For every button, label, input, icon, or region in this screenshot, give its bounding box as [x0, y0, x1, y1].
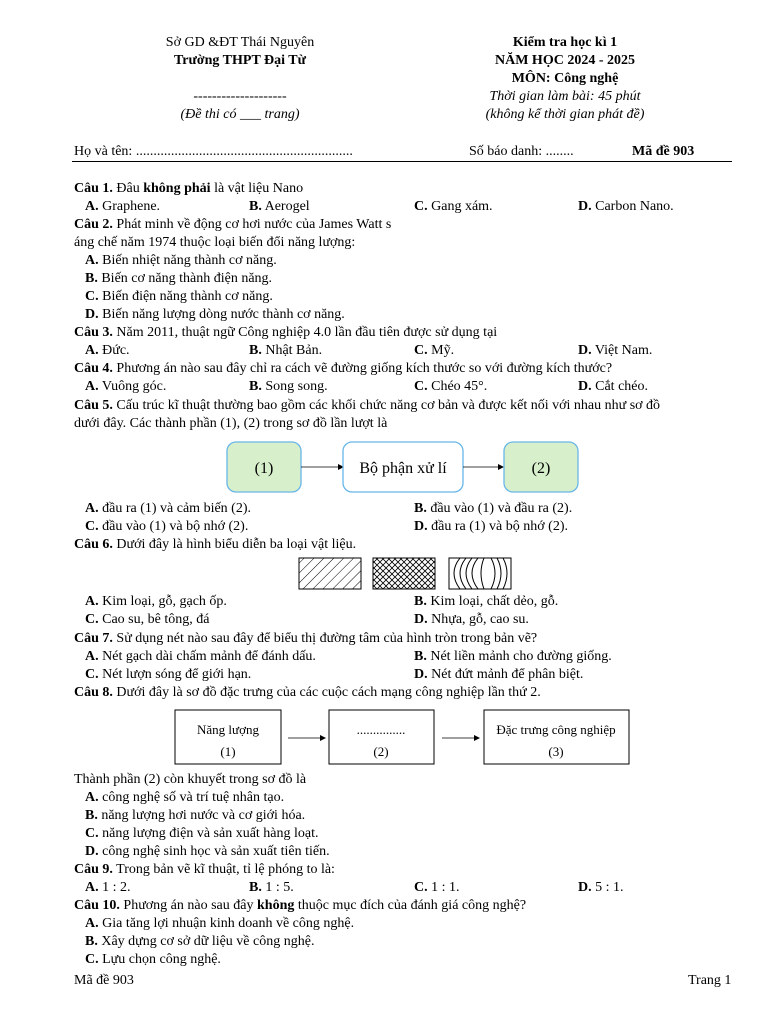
question-4: Câu 4. Phương án nào sau đây chỉ ra cách vẽ đường giống kích thước so với đường kích thước?: [74, 361, 613, 376]
q10-option-b: B. Xây dựng cơ sở dữ liệu về công nghệ.: [85, 934, 315, 949]
q7-option-d: D. Nét đứt mảnh để phân biệt.: [414, 667, 584, 682]
q5-block-diagram: [220, 438, 590, 498]
q2-option-b: B. Biến cơ năng thành điện năng.: [85, 271, 273, 286]
school-year: NĂM HỌC 2024 - 2025: [495, 53, 635, 68]
plastic-hatch-symbol: [373, 558, 435, 589]
q1-option-d: D. Carbon Nano.: [578, 199, 674, 214]
q4-option-a: A. Vuông góc.: [85, 379, 167, 394]
question-9: Câu 9. Trong bản vẽ kĩ thuật, tỉ lệ phóng to là:: [74, 862, 335, 877]
school-department: Sở GD &ĐT Thái Nguyên: [165, 35, 315, 50]
question-5-cont: dưới đây. Các thành phần (1), (2) trong sơ đồ lần lượt là: [74, 416, 388, 431]
question-2-cont: áng chế năm 1974 thuộc loại biến đổi năng lượng:: [74, 235, 356, 250]
q6-option-b: B. Kim loại, chất dẻo, gỗ.: [414, 594, 559, 609]
subject: MÔN: Công nghệ: [511, 71, 619, 86]
q1-option-c: C. Gang xám.: [414, 199, 493, 214]
q8-box-1-number: (1): [220, 744, 236, 759]
q5-box-1-label: (1): [254, 460, 274, 477]
question-8-stem: Thành phần (2) còn khuyết trong sơ đồ là: [74, 772, 307, 787]
q4-option-c: C. Chéo 45°.: [414, 379, 488, 394]
q5-option-b: B. đầu vào (1) và đầu ra (2).: [414, 501, 573, 516]
q2-option-c: C. Biến điện năng thành cơ năng.: [85, 289, 273, 304]
q5-option-d: D. đầu ra (1) và bộ nhớ (2).: [414, 519, 568, 534]
q5-arrowhead-2: [498, 464, 504, 470]
page-count-note: (Đề thi có ___ trang): [180, 107, 300, 122]
q9-option-d: D. 5 : 1.: [578, 880, 624, 895]
q1-option-a: A. Graphene.: [85, 199, 161, 214]
q9-option-c: C. 1 : 1.: [414, 880, 460, 895]
question-3: Câu 3. Năm 2011, thuật ngữ Công nghiệp 4.0 lần đầu tiên được sử dụng tại: [74, 325, 498, 340]
student-id-field: Số báo danh: ........: [469, 144, 574, 159]
q7-option-a: A. Nét gạch dài chấm mảnh để đánh dấu.: [85, 649, 316, 664]
q8-box-2-title: ...............: [356, 722, 406, 737]
q5-box-3-label: (2): [531, 460, 551, 477]
q6-option-c: C. Cao su, bê tông, đá: [85, 612, 210, 627]
q10-option-c: C. Lựu chọn công nghệ.: [85, 952, 221, 967]
q8-option-b: B. năng lượng hơi nước và cơ giới hóa.: [85, 808, 306, 823]
q7-option-b: B. Nét liền mảnh cho đường giống.: [414, 649, 612, 664]
question-8: Câu 8. Dưới đây là sơ đồ đặc trưng của các cuộc cách mạng công nghiệp lần thứ 2.: [74, 685, 541, 700]
time-note: (không kể thời gian phát đề): [485, 107, 645, 122]
q3-option-d: D. Việt Nam.: [578, 343, 653, 358]
q2-option-d: D. Biến năng lượng dòng nước thành cơ năng.: [85, 307, 345, 322]
q6-option-a: A. Kim loại, gỗ, gạch ốp.: [85, 594, 227, 609]
question-6: Câu 6. Dưới đây là hình biểu diễn ba loại vật liệu.: [74, 537, 357, 552]
wood-grain-symbol: [449, 558, 511, 589]
q8-option-a: A. công nghệ số và trí tuệ nhân tạo.: [85, 790, 285, 805]
q6-option-d: D. Nhựa, gỗ, cao su.: [414, 612, 529, 627]
question-1: Câu 1. Đâu không phải là vật liệu Nano: [74, 181, 304, 196]
q4-option-b: B. Song song.: [249, 379, 328, 394]
student-name-field: Họ và tên: ..............................................................: [74, 144, 353, 159]
q9-option-a: A. 1 : 2.: [85, 880, 131, 895]
q3-option-b: B. Nhật Bản.: [249, 343, 323, 358]
q8-arrowhead-1: [320, 735, 326, 741]
header-rule: [72, 161, 732, 162]
q8-box-2-number: (2): [373, 744, 389, 759]
footer-exam-code: Mã đề 903: [74, 973, 134, 988]
q8-box-3-title: Đặc trưng công nghiệp: [496, 722, 616, 737]
question-5: Câu 5. Cấu trúc kĩ thuật thường bao gồm các khối chức năng cơ bản và được kết nối với nhau như sơ đồ: [74, 398, 661, 413]
q3-option-c: C. Mỹ.: [414, 343, 455, 358]
question-10: Câu 10. Phương án nào sau đây không thuộc mục đích của đánh giá công nghệ?: [74, 898, 527, 913]
footer-page-number: Trang 1: [688, 973, 732, 988]
question-7: Câu 7. Sử dụng nét nào sau đây để biểu thị đường tâm của hình tròn trong bản vẽ?: [74, 631, 538, 646]
q7-option-c: C. Nét lượn sóng để giới hạn.: [85, 667, 252, 682]
q1-option-b: B. Aerogel: [249, 199, 310, 214]
q5-option-c: C. đầu vào (1) và bộ nhớ (2).: [85, 519, 249, 534]
q9-option-b: B. 1 : 5.: [249, 880, 294, 895]
q8-arrowhead-2: [474, 735, 480, 741]
q8-option-d: D. công nghệ sinh học và sản xuất tiên tiến.: [85, 844, 330, 859]
header-divider: --------------------: [193, 89, 287, 104]
question-2: Câu 2. Phát minh về động cơ hơi nước của James Watt s: [74, 217, 392, 232]
q3-option-a: A. Đức.: [85, 343, 130, 358]
exam-title: Kiểm tra học kì 1: [512, 35, 618, 50]
q10-option-a: A. Gia tăng lợi nhuận kinh doanh về công nghệ.: [85, 916, 355, 931]
q8-flow-diagram: [170, 706, 650, 768]
q5-box-2-label: Bộ phận xử lí: [359, 460, 447, 477]
exam-code: Mã đề 903: [632, 144, 695, 159]
q4-option-d: D. Cắt chéo.: [578, 379, 648, 394]
metal-hatch-symbol: [299, 558, 361, 589]
q6-material-symbols: [296, 556, 516, 592]
q8-box-1-title: Năng lượng: [197, 722, 259, 737]
q2-option-a: A. Biến nhiệt năng thành cơ năng.: [85, 253, 277, 268]
time-limit: Thời gian làm bài: 45 phút: [489, 89, 641, 104]
q8-box-3-number: (3): [548, 744, 564, 759]
q8-option-c: C. năng lượng điện và sản xuất hàng loạt.: [85, 826, 319, 841]
q5-option-a: A. đầu ra (1) và cảm biến (2).: [85, 501, 251, 516]
school-name: Trường THPT Đại Từ: [173, 53, 307, 68]
